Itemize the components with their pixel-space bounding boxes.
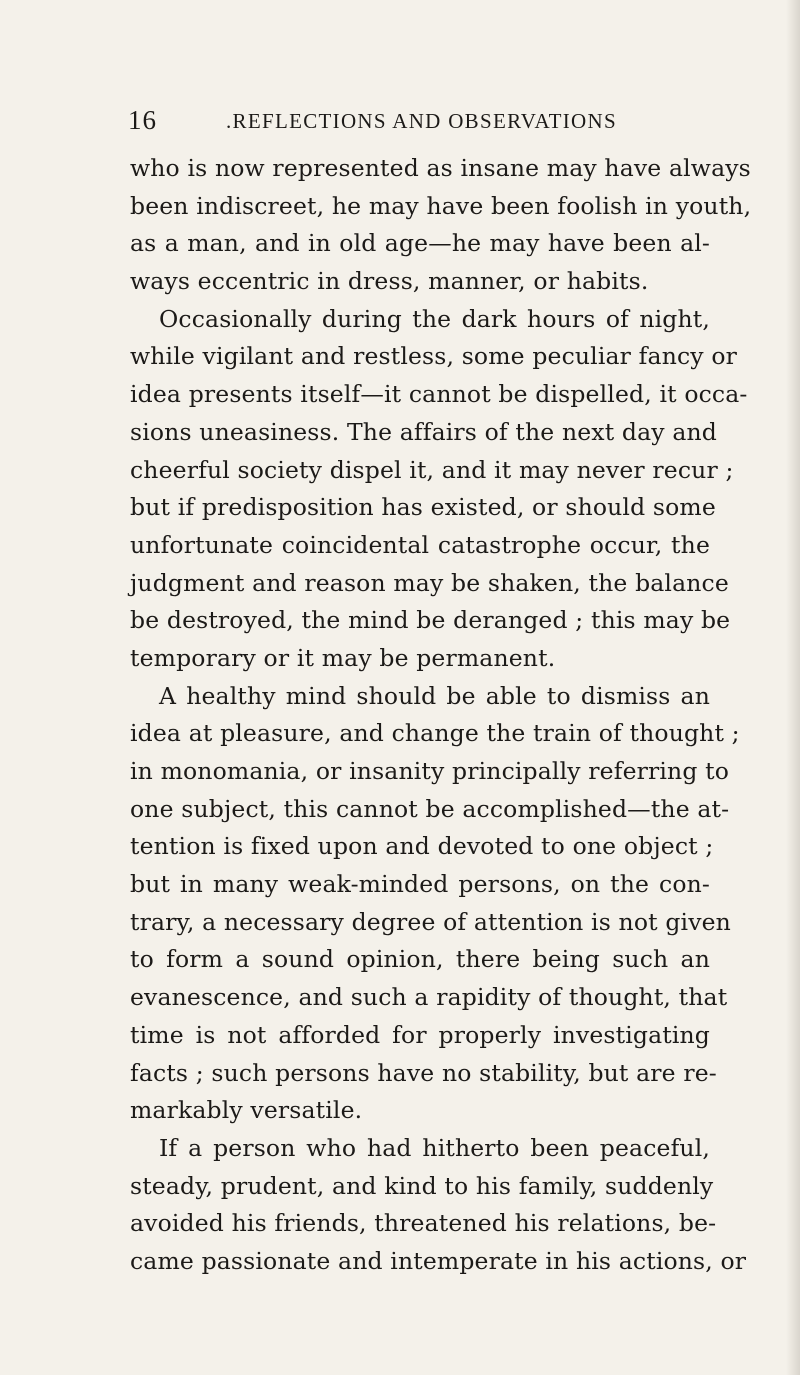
text-line: while vigilant and restless, some peculiar fancy or — [130, 342, 738, 371]
text-line: to form a sound opinion, there being such an — [130, 945, 710, 974]
text-line: evanescence, and such a rapidity of thought, that — [130, 983, 728, 1012]
body-text — [130, 150, 752, 1281]
text-line: but if predisposition has existed, or should some — [130, 493, 716, 522]
text-line: one subject, this cannot be accomplished—the at- — [130, 794, 730, 823]
text-line: markably versatile. — [130, 1096, 363, 1125]
text-line: be destroyed, the mind be deranged ; this may be — [130, 606, 731, 635]
text-line: cheerful society dispel it, and it may never recur ; — [130, 455, 734, 484]
text-line: sions uneasiness. The affairs of the next day and — [130, 417, 717, 446]
text-line: avoided his friends, threatened his relations, be- — [130, 1209, 717, 1238]
text-line: unfortunate coincidental catastrophe occur, the — [130, 530, 710, 559]
text-line: ways eccentric in dress, manner, or habits. — [130, 267, 649, 296]
text-line: steady, prudent, and kind to his family, suddenly — [130, 1171, 714, 1200]
running-head — [128, 104, 688, 136]
text-line: trary, a necessary degree of attention is not given — [130, 907, 731, 936]
text-line: tention is fixed upon and devoted to one object ; — [130, 832, 714, 861]
paragraph-start-line: A healthy mind should be able to dismiss an — [159, 681, 710, 710]
page-number: 16 — [128, 105, 157, 135]
text-line: been indiscreet, he may have been foolish in youth, — [130, 191, 752, 220]
text-line: judgment and reason may be shaken, the balance — [130, 568, 729, 597]
text-line: but in many weak-minded persons, on the con- — [130, 870, 710, 899]
paragraph-start-line: Occasionally during the dark hours of night, — [159, 304, 710, 333]
text-line: as a man, and in old age—he may have been al- — [130, 229, 710, 258]
paragraph-start-line: If a person who had hitherto been peaceful, — [159, 1133, 710, 1162]
text-line: facts ; such persons have no stability, but are re- — [130, 1058, 717, 1087]
running-title: .REFLECTIONS AND OBSERVATIONS — [226, 109, 617, 133]
text-line: idea presents itself—it cannot be dispelled, it occa- — [130, 380, 748, 409]
text-line: who is now represented as insane may have always — [130, 154, 751, 182]
page-edge-shadow — [786, 0, 800, 1375]
text-line: idea at pleasure, and change the train of thought ; — [130, 719, 740, 748]
text-line: temporary or it may be permanent. — [130, 643, 556, 672]
text-line: came passionate and intemperate in his actions, or — [130, 1246, 747, 1275]
text-line: in monomania, or insanity principally referring to — [130, 757, 730, 785]
text-line: time is not afforded for properly investigating — [130, 1020, 710, 1049]
